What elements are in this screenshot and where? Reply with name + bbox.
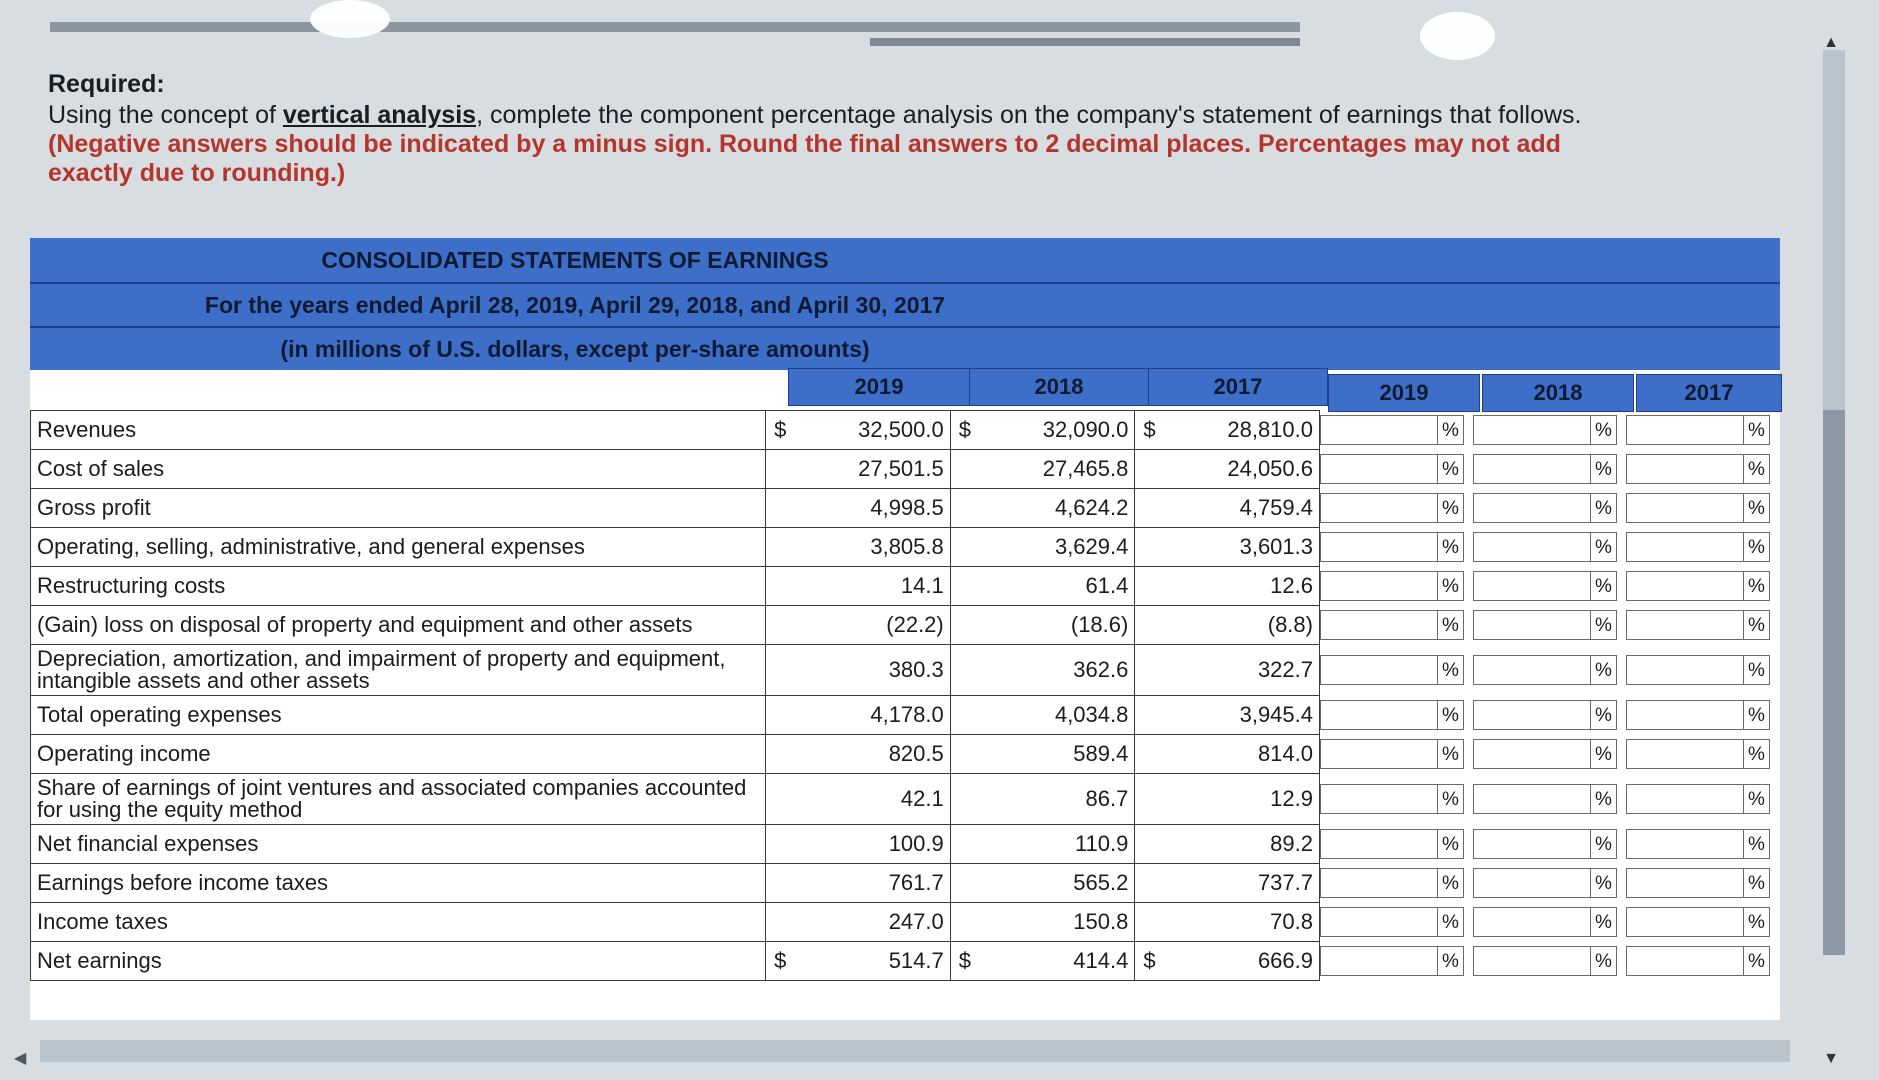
percent-cell-2019	[1320, 868, 1473, 898]
amount: 32,090.0	[1042, 417, 1129, 442]
statement-row	[31, 450, 1320, 489]
percent-input-2018[interactable]	[1473, 700, 1591, 730]
percent-cell-2017	[1626, 454, 1779, 484]
percent-sign: %	[1591, 493, 1617, 523]
amount: 761.7	[888, 870, 944, 895]
percent-input-2019[interactable]	[1320, 571, 1438, 601]
value-2017	[1135, 735, 1320, 774]
amount: 32,500.0	[858, 417, 944, 442]
percent-row	[1320, 527, 1780, 566]
percent-row	[1320, 449, 1780, 488]
statement-row	[31, 696, 1320, 735]
percent-cell-2018	[1473, 532, 1626, 562]
amount: 247.0	[888, 909, 944, 934]
statement-row	[31, 567, 1320, 606]
instructions-prefix: Using the concept of	[48, 101, 283, 129]
row-label: Income taxes	[31, 903, 766, 942]
percent-cell-2018	[1473, 700, 1626, 730]
percent-row	[1320, 695, 1780, 734]
row-label: Share of earnings of joint ventures and associated companies accounted for using the equity method	[31, 774, 766, 825]
percent-row	[1320, 644, 1780, 695]
statement-title: CONSOLIDATED STATEMENTS OF EARNINGS	[321, 247, 829, 273]
amount: 4,759.4	[1239, 495, 1313, 520]
statement-panel	[30, 238, 1780, 1020]
instructions-text	[48, 101, 1648, 188]
amount: 27,501.5	[858, 456, 944, 481]
percent-sign: %	[1591, 700, 1617, 730]
percent-input-2017[interactable]	[1626, 655, 1744, 685]
scroll-up-arrow-icon[interactable]: ▲	[1823, 34, 1839, 51]
percent-sign: %	[1744, 532, 1770, 562]
statement-row	[31, 864, 1320, 903]
percent-input-2017[interactable]	[1626, 532, 1744, 562]
horizontal-scrollbar[interactable]	[40, 1040, 1790, 1062]
percent-sign: %	[1591, 454, 1617, 484]
percent-cell-2017	[1626, 415, 1779, 445]
value-2017	[1135, 942, 1320, 981]
percent-input-2018[interactable]	[1473, 532, 1591, 562]
dollar-sign: $	[958, 948, 971, 973]
statement-row	[31, 774, 1320, 825]
screen-glare	[310, 0, 390, 38]
amount: 42.1	[900, 786, 944, 811]
amount: 4,178.0	[870, 702, 944, 727]
percent-sign: %	[1438, 454, 1464, 484]
percent-cell-2018	[1473, 868, 1626, 898]
percent-cell-2018	[1473, 907, 1626, 937]
percent-input-2017[interactable]	[1626, 829, 1744, 859]
percent-input-2017[interactable]	[1626, 571, 1744, 601]
amount: 110.9	[1074, 831, 1129, 856]
percent-cell-2018	[1473, 784, 1626, 814]
amount: (18.6)	[1070, 612, 1129, 637]
percent-input-2018[interactable]	[1473, 868, 1591, 898]
percent-sign: %	[1744, 700, 1770, 730]
value-2018	[950, 942, 1135, 981]
row-label: Earnings before income taxes	[31, 864, 766, 903]
value-2017	[1135, 903, 1320, 942]
value-2017	[1135, 528, 1320, 567]
top-divider-secondary	[870, 38, 1300, 46]
amount: 4,998.5	[870, 495, 944, 520]
value-2018	[950, 774, 1135, 825]
value-2017	[1135, 567, 1320, 606]
percent-sign: %	[1591, 739, 1617, 769]
statement-table	[30, 410, 1320, 981]
percent-sign: %	[1591, 571, 1617, 601]
percent-cell-2018	[1473, 454, 1626, 484]
percent-input-2018[interactable]	[1473, 493, 1591, 523]
statement-row	[31, 645, 1320, 696]
value-2018	[950, 864, 1135, 903]
value-2019	[766, 528, 951, 567]
statement-row	[31, 411, 1320, 450]
row-label: Depreciation, amortization, and impairment of property and equipment, intangible assets and other assets	[31, 645, 766, 696]
percent-sign: %	[1744, 493, 1770, 523]
amount: 820.5	[888, 741, 944, 766]
amount: 4,624.2	[1054, 495, 1129, 520]
percent-sign: %	[1591, 784, 1617, 814]
row-label: Gross profit	[31, 489, 766, 528]
percent-sign: %	[1744, 571, 1770, 601]
percent-sign: %	[1744, 739, 1770, 769]
statement-row	[31, 735, 1320, 774]
percent-sign: %	[1438, 655, 1464, 685]
value-2017	[1135, 489, 1320, 528]
amount: 28,810.0	[1227, 417, 1313, 442]
instructions-note: (Negative answers should be indicated by a minus sign. Round the final answers to 2 decimal places. Percentages may not add exactly due to rounding.)	[48, 130, 1561, 187]
percent-cell-2018	[1473, 493, 1626, 523]
value-2018	[950, 735, 1135, 774]
amount: 362.6	[1073, 657, 1129, 682]
year-header-2019: 2019	[788, 368, 970, 406]
value-2018	[950, 489, 1135, 528]
row-label: Total operating expenses	[31, 696, 766, 735]
value-2018	[950, 825, 1135, 864]
value-2017	[1135, 606, 1320, 645]
percent-sign: %	[1438, 868, 1464, 898]
vertical-analysis-link[interactable]: vertical analysis	[282, 101, 477, 129]
percent-input-2017[interactable]	[1626, 700, 1744, 730]
amount: 3,629.4	[1054, 534, 1129, 559]
value-2017	[1135, 450, 1320, 489]
percent-sign: %	[1744, 868, 1770, 898]
percent-sign: %	[1744, 610, 1770, 640]
amount: 3,945.4	[1239, 702, 1313, 727]
percent-sign: %	[1438, 739, 1464, 769]
percent-sign: %	[1591, 829, 1617, 859]
percent-cell-2018	[1473, 655, 1626, 685]
percent-row	[1320, 488, 1780, 527]
percent-sign: %	[1438, 493, 1464, 523]
percent-sign: %	[1591, 532, 1617, 562]
percent-input-2019[interactable]	[1320, 829, 1438, 859]
percent-input-2019[interactable]	[1320, 946, 1438, 976]
row-label: Restructuring costs	[31, 567, 766, 606]
percent-sign: %	[1744, 454, 1770, 484]
percent-cell-2018	[1473, 571, 1626, 601]
top-divider	[50, 22, 1300, 32]
percent-cell-2018	[1473, 610, 1626, 640]
value-2019	[766, 696, 951, 735]
dollar-sign: $	[774, 417, 787, 442]
percent-row	[1320, 863, 1780, 902]
amount: 814.0	[1257, 741, 1313, 766]
percent-row	[1320, 410, 1780, 449]
percent-sign: %	[1438, 571, 1464, 601]
dollar-sign: $	[1143, 948, 1156, 973]
value-2017	[1135, 696, 1320, 735]
instructions	[48, 70, 1648, 188]
percent-cell-2017	[1626, 493, 1779, 523]
amount: 12.9	[1270, 786, 1313, 811]
percent-sign: %	[1438, 415, 1464, 445]
percent-input-2019[interactable]	[1320, 784, 1438, 814]
percent-cell-2018	[1473, 829, 1626, 859]
value-2019	[766, 903, 951, 942]
amount: 666.9	[1257, 948, 1313, 973]
amount: 27,465.8	[1042, 456, 1129, 481]
percent-cell-2017	[1626, 532, 1779, 562]
percent-sign: %	[1438, 784, 1464, 814]
percent-cell-2019	[1320, 739, 1473, 769]
percent-cell-2017	[1626, 829, 1779, 859]
year-header-row	[30, 368, 1780, 408]
percent-sign: %	[1438, 532, 1464, 562]
percent-row	[1320, 605, 1780, 644]
required-heading: Required:	[48, 70, 165, 98]
percent-cell-2019	[1320, 610, 1473, 640]
amount: 86.7	[1085, 786, 1129, 811]
percent-cell-2019	[1320, 946, 1473, 976]
pct-header-2018: 2018	[1482, 374, 1634, 412]
scroll-left-arrow-icon[interactable]: ◀	[14, 1050, 27, 1067]
value-2018	[950, 645, 1135, 696]
percent-cell-2017	[1626, 700, 1779, 730]
screen-glare	[1420, 12, 1495, 60]
percent-input-2018[interactable]	[1473, 610, 1591, 640]
percent-cell-2019	[1320, 700, 1473, 730]
percent-input-2017[interactable]	[1626, 739, 1744, 769]
percent-row	[1320, 566, 1780, 605]
value-2018	[950, 411, 1135, 450]
percent-sign: %	[1744, 655, 1770, 685]
percent-input-2019[interactable]	[1320, 415, 1438, 445]
percent-cell-2019	[1320, 493, 1473, 523]
percent-sign: %	[1591, 868, 1617, 898]
percent-input-2019[interactable]	[1320, 493, 1438, 523]
year-header-2017: 2017	[1148, 368, 1328, 406]
value-2018	[950, 528, 1135, 567]
percent-input-2017[interactable]	[1626, 454, 1744, 484]
percent-input-2018[interactable]	[1473, 454, 1591, 484]
value-2017	[1135, 645, 1320, 696]
percent-sign: %	[1438, 907, 1464, 937]
scroll-down-arrow-icon[interactable]: ▼	[1823, 1050, 1839, 1067]
amount: 100.9	[888, 831, 944, 856]
percent-row	[1320, 773, 1780, 824]
amount: 12.6	[1270, 573, 1313, 598]
value-2018	[950, 606, 1135, 645]
percent-input-2017[interactable]	[1626, 784, 1744, 814]
row-label: Operating, selling, administrative, and general expenses	[31, 528, 766, 567]
percent-sign: %	[1591, 946, 1617, 976]
amount: 514.7	[888, 948, 944, 973]
value-2019	[766, 606, 951, 645]
amount: 322.7	[1257, 657, 1313, 682]
percent-sign: %	[1744, 907, 1770, 937]
percent-input-2018[interactable]	[1473, 415, 1591, 445]
value-2019	[766, 825, 951, 864]
statement-row	[31, 825, 1320, 864]
percent-row	[1320, 734, 1780, 773]
percent-cell-2018	[1473, 739, 1626, 769]
percent-cell-2019	[1320, 454, 1473, 484]
percent-cell-2017	[1626, 907, 1779, 937]
row-label: Revenues	[31, 411, 766, 450]
value-2019	[766, 942, 951, 981]
dollar-sign: $	[1143, 417, 1156, 442]
percent-input-2017[interactable]	[1626, 907, 1744, 937]
amount: 380.3	[888, 657, 944, 682]
value-2018	[950, 696, 1135, 735]
percent-input-2017[interactable]	[1626, 493, 1744, 523]
percent-input-area	[1320, 410, 1780, 980]
value-2017	[1135, 864, 1320, 903]
value-2019	[766, 450, 951, 489]
instructions-suffix: , complete the component percentage analysis on the company's statement of earnings that follows.	[476, 101, 1582, 129]
statement-units: (in millions of U.S. dollars, except per-share amounts)	[280, 336, 870, 362]
percent-row	[1320, 902, 1780, 941]
value-2019	[766, 489, 951, 528]
percent-sign: %	[1591, 655, 1617, 685]
percent-cell-2019	[1320, 655, 1473, 685]
percent-input-2019[interactable]	[1320, 700, 1438, 730]
statement-row	[31, 942, 1320, 981]
percent-input-2018[interactable]	[1473, 784, 1591, 814]
percent-cell-2019	[1320, 571, 1473, 601]
percent-cell-2019	[1320, 415, 1473, 445]
value-2019	[766, 774, 951, 825]
statement-row	[31, 528, 1320, 567]
statement-row	[31, 606, 1320, 645]
percent-sign: %	[1744, 415, 1770, 445]
percent-cell-2019	[1320, 532, 1473, 562]
value-2018	[950, 567, 1135, 606]
amount: 14.1	[900, 573, 944, 598]
vertical-scroll-thumb[interactable]	[1823, 410, 1845, 955]
statement-row	[31, 489, 1320, 528]
percent-cell-2017	[1626, 784, 1779, 814]
percent-cell-2018	[1473, 415, 1626, 445]
percent-cell-2017	[1626, 571, 1779, 601]
percent-input-2017[interactable]	[1626, 610, 1744, 640]
amount: 414.4	[1073, 948, 1129, 973]
amount: 61.4	[1085, 573, 1129, 598]
percent-input-2018[interactable]	[1473, 829, 1591, 859]
percent-input-2019[interactable]	[1320, 532, 1438, 562]
amount: 89.2	[1270, 831, 1313, 856]
value-2019	[766, 567, 951, 606]
amount: 24,050.6	[1227, 456, 1313, 481]
value-2017	[1135, 825, 1320, 864]
row-label: (Gain) loss on disposal of property and equipment and other assets	[31, 606, 766, 645]
percent-sign: %	[1438, 700, 1464, 730]
percent-input-2018[interactable]	[1473, 739, 1591, 769]
percent-sign: %	[1438, 610, 1464, 640]
percent-input-2018[interactable]	[1473, 907, 1591, 937]
pct-header-2019: 2019	[1328, 374, 1480, 412]
percent-row	[1320, 941, 1780, 980]
percent-cell-2019	[1320, 907, 1473, 937]
percent-cell-2017	[1626, 868, 1779, 898]
percent-input-2019[interactable]	[1320, 868, 1438, 898]
dollar-sign: $	[958, 417, 971, 442]
value-2019	[766, 864, 951, 903]
percent-sign: %	[1438, 829, 1464, 859]
percent-cell-2017	[1626, 610, 1779, 640]
row-label: Operating income	[31, 735, 766, 774]
percent-sign: %	[1591, 415, 1617, 445]
percent-sign: %	[1591, 610, 1617, 640]
row-label: Net financial expenses	[31, 825, 766, 864]
value-2019	[766, 411, 951, 450]
percent-input-2017[interactable]	[1626, 868, 1744, 898]
percent-cell-2019	[1320, 784, 1473, 814]
percent-input-2018[interactable]	[1473, 571, 1591, 601]
statement-title-bar	[30, 238, 1780, 284]
statement-subtitle-bar	[30, 284, 1780, 328]
percent-sign: %	[1744, 829, 1770, 859]
percent-input-2019[interactable]	[1320, 655, 1438, 685]
percent-input-2017[interactable]	[1626, 946, 1744, 976]
percent-cell-2018	[1473, 946, 1626, 976]
amount: 4,034.8	[1054, 702, 1129, 727]
statement-subtitle: For the years ended April 28, 2019, April 29, 2018, and April 30, 2017	[204, 292, 946, 318]
percent-input-2018[interactable]	[1473, 946, 1591, 976]
percent-input-2019[interactable]	[1320, 454, 1438, 484]
row-label: Cost of sales	[31, 450, 766, 489]
percent-sign: %	[1744, 946, 1770, 976]
pct-header-2017: 2017	[1636, 374, 1782, 412]
amount: 150.8	[1073, 909, 1129, 934]
percent-input-2019[interactable]	[1320, 739, 1438, 769]
amount: 3,601.3	[1239, 534, 1313, 559]
amount: (22.2)	[886, 612, 944, 637]
amount: 589.4	[1073, 741, 1129, 766]
amount: 70.8	[1270, 909, 1313, 934]
percent-input-2017[interactable]	[1626, 415, 1744, 445]
statement-row	[31, 903, 1320, 942]
year-header-2018: 2018	[969, 368, 1149, 406]
percent-cell-2017	[1626, 655, 1779, 685]
value-2017	[1135, 774, 1320, 825]
percent-sign: %	[1438, 946, 1464, 976]
dollar-sign: $	[774, 948, 787, 973]
value-2019	[766, 735, 951, 774]
percent-row	[1320, 824, 1780, 863]
percent-input-2019[interactable]	[1320, 610, 1438, 640]
percent-cell-2017	[1626, 946, 1779, 976]
statement-units-bar	[30, 328, 1780, 370]
row-label: Net earnings	[31, 942, 766, 981]
percent-input-2018[interactable]	[1473, 655, 1591, 685]
amount: 565.2	[1073, 870, 1129, 895]
value-2017	[1135, 411, 1320, 450]
amount: 3,805.8	[870, 534, 944, 559]
percent-sign: %	[1591, 907, 1617, 937]
percent-sign: %	[1744, 784, 1770, 814]
percent-input-2019[interactable]	[1320, 907, 1438, 937]
value-2018	[950, 903, 1135, 942]
amount: 737.7	[1257, 870, 1313, 895]
amount: (8.8)	[1267, 612, 1313, 637]
value-2018	[950, 450, 1135, 489]
percent-cell-2019	[1320, 829, 1473, 859]
percent-cell-2017	[1626, 739, 1779, 769]
value-2019	[766, 645, 951, 696]
